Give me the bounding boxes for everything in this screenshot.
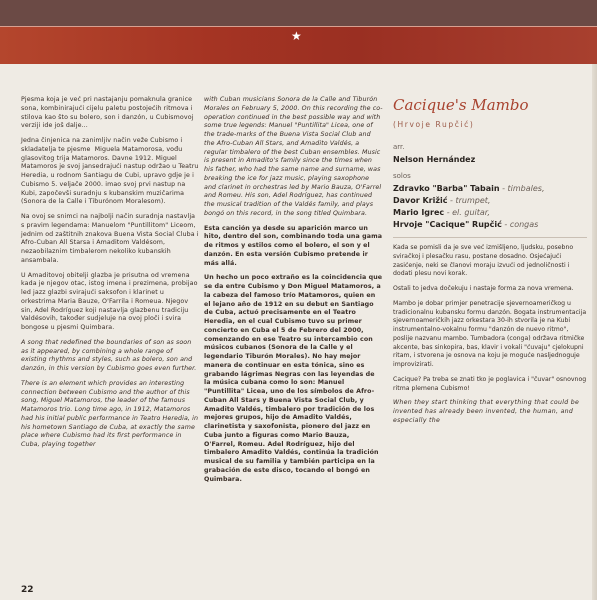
english-paragraph-1: A song that redefined the boundaries of son as soon as it appeared, by combining a whole range of existing rhythms and styles, such as bolero, son and danzón, in this version by Cubismo goes even further. (21, 338, 197, 372)
soloist-3: Mario Igrec - el. guitar, (393, 208, 490, 217)
page-number: 22 (21, 585, 34, 595)
divider (393, 237, 587, 238)
english-paragraph-2: There is an element which provides an interesting connection between Cubismo and the author of this song, Miguel Matamoros, the leader of the famous Matamoros trio. Long time ago, in 1912, Matamoros had his initial public performance in Teatro Heredia, in his hometown Santiago de Cuba, at exactly the same place where Cubismo had its first performance in Cuba, playing together (21, 379, 201, 448)
arranger-name: Nelson Hernández (393, 155, 476, 164)
star-icon: ★ (291, 29, 302, 43)
soloist-1: Zdravko "Barba" Tabain - timbales, (393, 184, 545, 193)
right-paragraph-4: Cacique? Pa treba se znati tko je poglavica i "čuvar" osnovnog ritma plemena Cubismo! (393, 375, 589, 392)
soloist-4: Hrvoje "Cacique" Rupčić - congas (393, 220, 539, 229)
solos-label: solos (393, 172, 411, 180)
right-paragraph-3: Mambo je dobar primjer penetracije sjevernoameričkog u tradicionalnu kubansku formu danzón. Bogata instrumentacija sjevernoameričkih jazz orkestara 30-ih stvorila je na Kubi instrumentalno-vokalnu formu "danzón de nuevo ritmo", poslije nazvanu mambo. Tumbadora (conga) održava ritmičke akcente, bas sinkopira, bas, klavir i vokali "ćuvaju" cjelokupni ritam, i stvorena je osnova na koju je moguće nasljednoguje improvizirati. (393, 299, 589, 368)
croatian-paragraph-2: Jedna činjenica na zanimljiv način veže Cubismo i skladatelja te pjesme Miguela Matamorosa, vođu glasovitog trija Matamoros. Davne 1912. Miguel Matamoros je svoj jansedrajući nastup održao u Teatru Heredia, u rodnom Santiagu de Cubi, upravo gdje je i Cubismo 5. veljače 2000. imao svoj prvi nastup na Kubi, započevši suradnju s kubanskim muzičarima (Sonora de la Calle i Tiburónom Moralesom). (21, 137, 201, 206)
right-paragraph-2: Ostali to jedva dočekuju i nastaje forma za nova vremena. (393, 285, 574, 292)
column-left (21, 96, 199, 456)
right-paragraph-1: Kada se pomisli da je sve već izmišljeno, ljudsku, posebno sviračkoj i plesačku rasu, postane dosadno. Osjećajući zasićenje, neki se članovi moraju izvući od jednoličnosti i dodati plesu novi korak. (393, 244, 576, 278)
spanish-paragraph-2: Un hecho un poco extraño es la coincidencia que se da entre Cubismo y Don Miguel Matamoros, a la cabeza del famoso trío Matamoros, quien en el lejano año de 1912 en su debut en Santiago de Cuba, actuó precisamente en el Teatro Heredia, en el cual Cubismo tuvo su primer concierto en Cuba el 5 de Febrero del 2000, comenzando en ese Teatro su intercambio con músicos cubanos (Sonora de la Calle y el legendario Tiburón Morales). No hay mejor manera de continuar en esta tónica, sino es grabando lágrimas Negras con las leyendas de la música cubana como lo son: Manuel "Puntillita" Licea, uno de los símbolos de Afro-Cuban All Stars y Buena Vista Social Club, y Amadito Valdés, timbalero por tradición de los mejores grupos, hijo de Amadito Valdés, clarinetista y saxofonista, pionero del jazz en Cuba junto a figuras como Mario Bauza, O'Farrel, Romeu. Adel Rodríguez, hijo del timbalero Amadito Valdés, continúa la tradición musical de su familia y también participa en la grabación de este disco, tocando el bongó en Quimbara. (204, 274, 385, 483)
column-middle (204, 96, 383, 490)
croatian-paragraph-1: Pjesma koja je već pri nastajanju pomaknula granice sona, kombinirajući cijelu paletu postojećih ritmova i stilova kao što su bolero, son i danzón, u Cubismovoj verziji ide još dalje... (21, 96, 196, 130)
arr-label: arr. (393, 143, 405, 151)
croatian-paragraph-3: Na ovoj se snimci na najbolji način suradnja nastavlja s pravim legendama: Manuelom "Puntillitom" Liceom, jednim od zaštitnih znakova Buena Vista Social Cluba i Afro-Cuban All Starsa i Amaditom Valdésom, nezaobilaznim timbalerom nekoliko kubanskih ansambala. (21, 213, 201, 264)
page-spine (592, 64, 597, 600)
right-paragraph-english: When they start thinking that everything that could be invented has already been invented, the human, and especially the (393, 399, 582, 424)
croatian-paragraph-4: U Amaditovoj obitelji glazba je prisutna od vremena kada je njegov otac, istog imena i prezimena, probijao led jazz glazbi svirajući saksofon i klarinet u orkestrima Maria Bauze, O'Farrila i Romeua. Njegov sin, Adel Rodríguez koji nastavlja glazbenu tradiciju Valdésovih, također sudjeluje na ovoj ploči i svira bongose u pjesmi Quimbara. (21, 271, 200, 331)
top-band (0, 0, 597, 26)
track-author: (Hrvoje Rupčić) (393, 120, 475, 129)
track-title: Cacique's Mambo (393, 96, 529, 114)
soloist-2: Davor Križić - trumpet, (393, 196, 491, 205)
english-paragraph-3: with Cuban musicians Sonora de la Calle and Tiburón Morales on February 5, 2000. On this recording the co-operation continued in the best possible way and with some true legends: Manuel "Puntillita" Licea, one of the trade-marks of the Buena Vista Social Club and the Afro-Cuban All Stars, and Amadito Valdés, a regular timbalero of the best Cuban ensembles. Music is present in Amadito's family since the times when his father, who had the same name and surname, was breaking the ice for jazz music, playing saxophone and clarinet in orchestras led by Mario Bauza, O'Farrel and Romeu. His son, Adel Rodríguez, has continued the musical tradition of the Valdés family, and plays bongó on this record, in the song titled Quimbara. (204, 96, 384, 217)
track-info (393, 96, 587, 432)
spanish-paragraph-1: Esta canción ya desde su aparición marco un hito, dentro del son, combinando toda una gama de ritmos y estilos como el bolero, el son y el danzón. En esta versión Cubismo pretende ir más allá. (204, 224, 385, 267)
